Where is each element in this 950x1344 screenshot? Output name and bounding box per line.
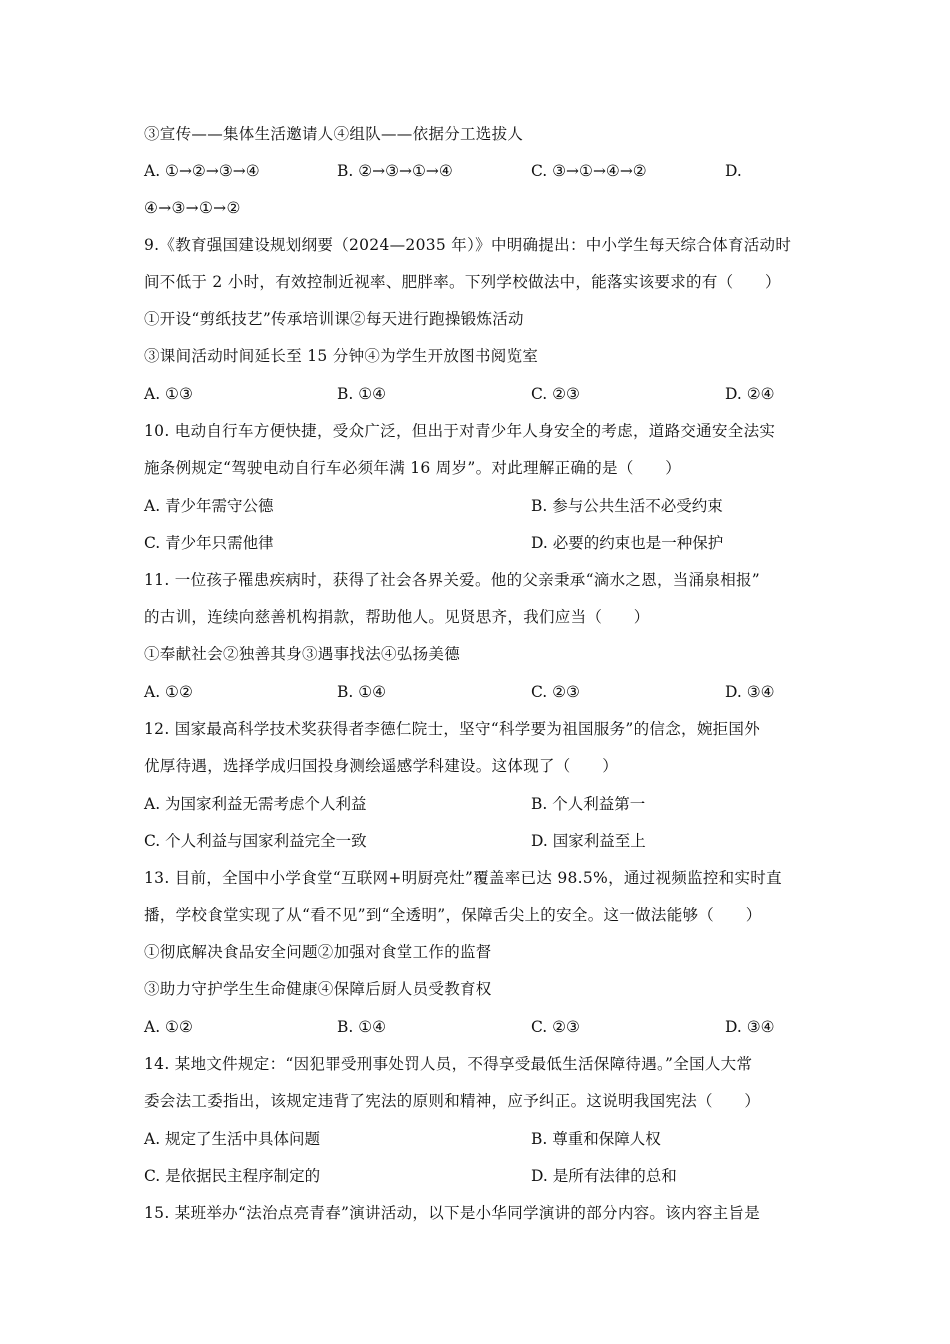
question-11-stem: 的古训，连续向慈善机构捐款，帮助他人。见贤思齐，我们应当（ ） [144,608,650,626]
question-11-stem: 11. 一位孩子罹患疾病时，获得了社会各界关爱。他的父亲秉承“滴水之恩，当涌泉相报” [144,571,761,589]
question-12-stem: 12. 国家最高科学技术奖获得者李德仁院士，坚守“科学要为祖国服务”的信念，婉拒国外 [144,720,761,738]
option-c: C. ②③ [531,1018,580,1036]
option-c: C. ③→①→④→② [531,162,647,180]
question-14-stem: 委会法工委指出，该规定违背了宪法的原则和精神，应予纠正。这说明我国宪法（ ） [144,1092,761,1110]
question-13-stem: 播，学校食堂实现了从“看不见”到“全透明”，保障舌尖上的安全。这一做法能够（ ） [144,906,762,924]
option-b: B. 个人利益第一 [531,795,646,813]
question-10-stem: 10. 电动自行车方便快捷，受众广泛，但出于对青少年人身安全的考虑，道路交通安全法实 [144,422,776,440]
option-d: D. [725,162,742,180]
option-d: D. 国家利益至上 [531,832,646,850]
option-a: A. ①② [144,683,193,701]
option-d: D. ③④ [725,683,775,701]
option-a: A. 规定了生活中具体问题 [144,1130,321,1148]
option-a: A. ①→②→③→④ [144,162,260,180]
question-15-stem: 15. 某班举办“法治点亮青春”演讲活动，以下是小华同学演讲的部分内容。该内容主旨是 [144,1204,761,1222]
question-10-stem: 施条例规定“驾驶电动自行车必须年满 16 周岁”。对此理解正确的是（ ） [144,459,682,477]
question-13-items: ①彻底解决食品安全问题②加强对食堂工作的监督 [144,943,492,961]
option-d: D. ③④ [725,1018,775,1036]
option-c: C. 是依据民主程序制定的 [144,1167,321,1185]
text-line: ④→③→①→② [144,199,241,217]
option-a: A. ①② [144,1018,193,1036]
question-9-stem: 间不低于 2 小时，有效控制近视率、肥胖率。下列学校做法中，能落实该要求的有（ ） [144,273,781,291]
option-c: C. ②③ [531,385,580,403]
question-9-items: ③课间活动时间延长至 15 分钟④为学生开放图书阅览室 [144,347,539,365]
option-d: D. 必要的约束也是一种保护 [531,534,724,552]
question-9-stem: 9.《教育强国建设规划纲要（2024—2035 年）》中明确提出：中小学生每天综合体育活动时 [144,236,792,254]
text-line: ③宣传——集体生活邀请人④组队——依据分工选拔人 [144,125,524,143]
option-a: A. 为国家利益无需考虑个人利益 [144,795,367,813]
option-c: C. ②③ [531,683,580,701]
option-c: C. 青少年只需他律 [144,534,274,552]
option-a: A. ①③ [144,385,193,403]
question-9-items: ①开设“剪纸技艺”传承培训课②每天进行跑操锻炼活动 [144,310,524,328]
option-b: B. ②→③→①→④ [337,162,453,180]
question-12-stem: 优厚待遇，选择学成归国投身测绘遥感学科建设。这体现了（ ） [144,757,619,775]
question-13-items: ③助力守护学生生命健康④保障后厨人员受教育权 [144,980,492,998]
question-11-items: ①奉献社会②独善其身③遇事找法④弘扬美德 [144,645,461,663]
option-a: A. 青少年需守公德 [144,497,274,515]
option-d: D. 是所有法律的总和 [531,1167,677,1185]
option-b: B. ①④ [337,385,387,403]
option-b: B. ①④ [337,1018,387,1036]
option-b: B. 尊重和保障人权 [531,1130,661,1148]
option-d: D. ②④ [725,385,775,403]
question-13-stem: 13. 目前，全国中小学食堂“互联网+明厨亮灶”覆盖率已达 98.5%，通过视频监控和实时直 [144,869,782,887]
question-14-stem: 14. 某地文件规定：“因犯罪受刑事处罚人员，不得享受最低生活保障待遇。”全国人大常 [144,1055,753,1073]
option-b: B. ①④ [337,683,387,701]
option-b: B. 参与公共生活不必受约束 [531,497,723,515]
option-c: C. 个人利益与国家利益完全一致 [144,832,367,850]
